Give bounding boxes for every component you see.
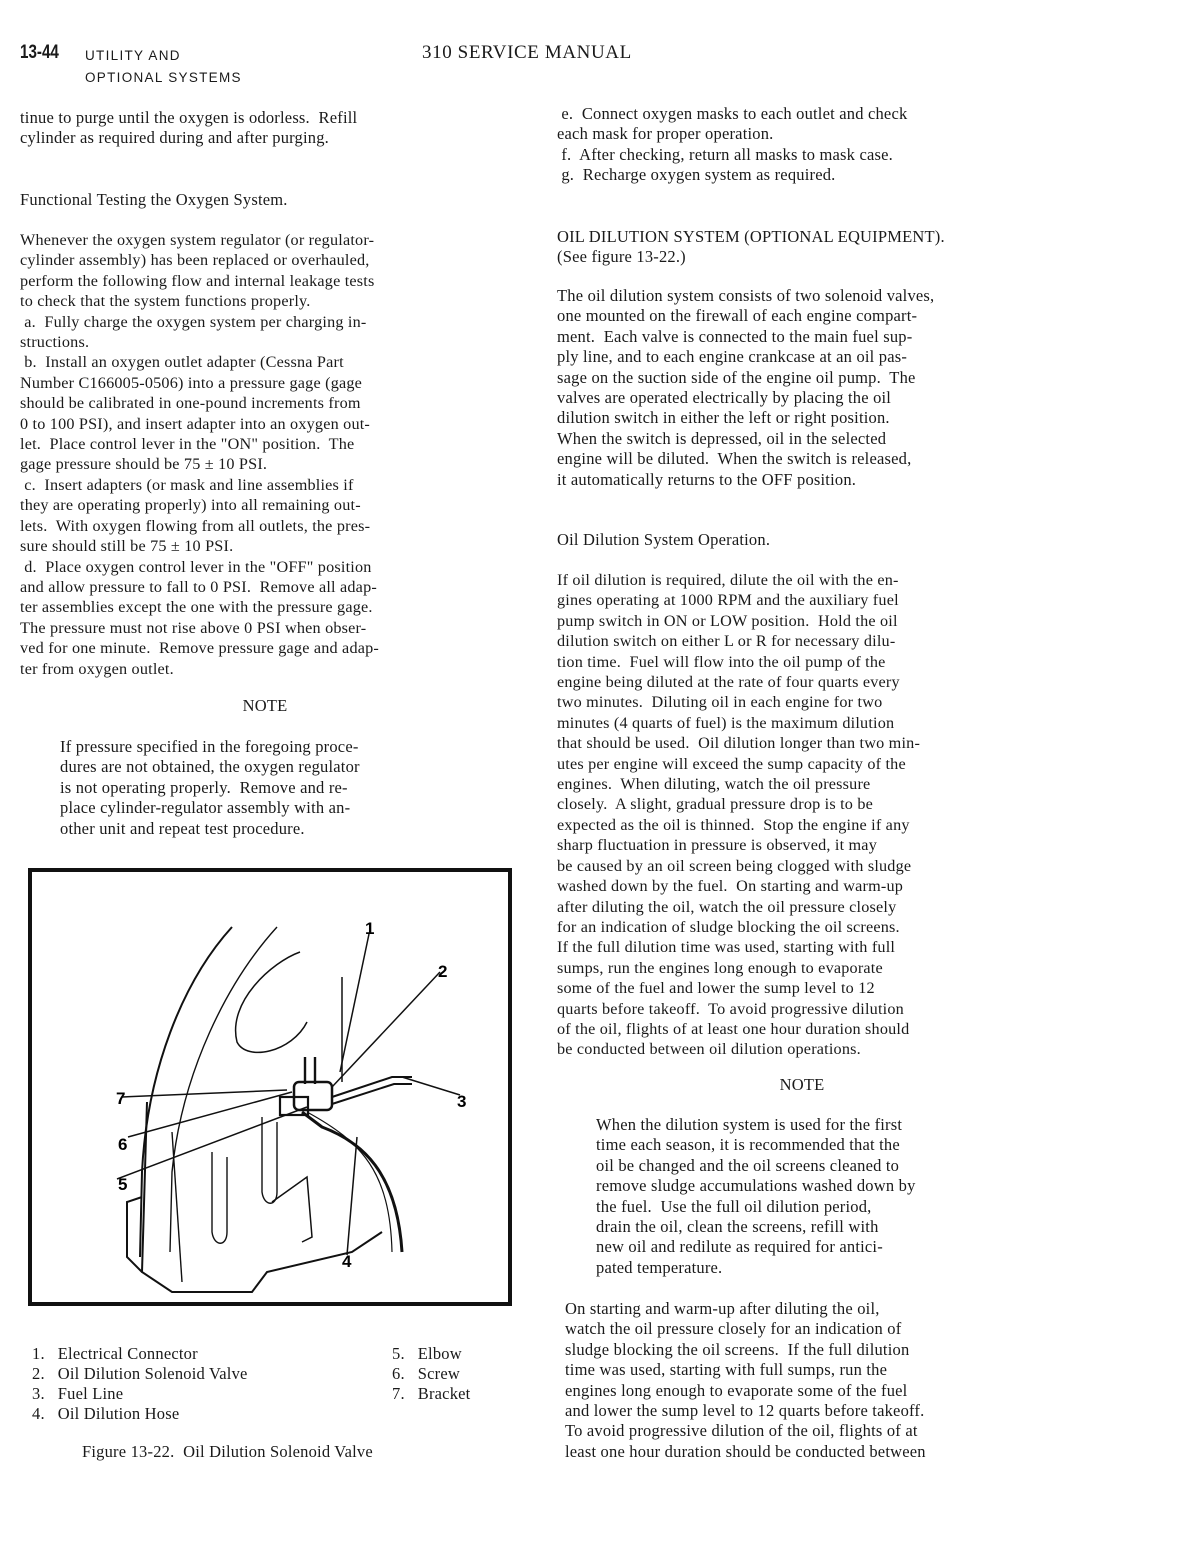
section-title: UTILITY AND OPTIONAL SYSTEMS <box>85 48 242 85</box>
callout-7: 7 <box>116 1089 126 1108</box>
figure-legend-left: 1. Electrical Connector 2. Oil Dilution Solenoid Valve 3. Fuel Line 4. Oil Dilution Hose <box>32 1344 248 1423</box>
heading-oil-dilution-operation: Oil Dilution System Operation. <box>557 530 771 549</box>
paragraph-testing-steps: Whenever the oxygen system regulator (or regulator- cylinder assembly) has been replaced or overhauled, perform the following flow and internal leakage tests to check that the system functions properly. a. Fully charge the oxygen system per charging in- structions. b. Install an oxygen outlet adapter (Cessna Part Number C166005-0506) into a pressure gage (gage should be calibrated in one-pound increments from 0 to 100 PSI), and insert adapter into an oxygen out- let. Place control lever in the "ON" position. The gage pressure should be 75 ± 10 PSI. c. Insert adapters (or mask and line assemblies if they are operating properly) into all remaining out- lets. With oxygen flowing from all outlets, the pres- sure should still be 75 ± 10 PSI. d. Place oxygen control lever in the "OFF" position and allow pressure to fall to 0 PSI. Remove all adap- ter assemblies except the one with the pressure gage. The pressure must not rise above 0 PSI when obser- ved for one minute. Remove pressure gage and adap- ter from oxygen outlet. <box>20 231 380 678</box>
paragraph-oil-dilution-description: The oil dilution system consists of two solenoid valves, one mounted on the firewall of each engine compart- ment. Each valve is connected to the main fuel sup- ply line, and to each engine crankcase at an oil pas- sage on the suction side of the engine oil pump. The valves are operated electrically by placing the oil dilution switch in either the left or right position. When the switch is depressed, oil in the selected engine will be diluted. When the switch is released, it automatically returns to the OFF position. <box>557 286 935 489</box>
paragraph-purge: tinue to purge until the oxygen is odorless. Refill cylinder as required during and after purging. <box>20 108 358 148</box>
page-number: 13-44 <box>20 42 59 63</box>
paragraph-warm-up: On starting and warm-up after diluting the oil, watch the oil pressure closely for an indication of sludge blocking the oil screens. If the full dilution time was used, starting with full sumps, run the engines long enough to evaporate some of the fuel and lower the sump level to 12 quarts before takeoff. To avoid progressive dilution of the oil, flights of at least one hour duration should be conducted between <box>565 1299 926 1461</box>
note-label-right: NOTE <box>779 1075 825 1094</box>
figure-legend-right: 5. Elbow 6. Screw 7. Bracket <box>392 1344 471 1403</box>
heading-functional-testing: Functional Testing the Oxygen System. <box>20 190 288 209</box>
callout-6: 6 <box>118 1135 128 1154</box>
heading-oil-dilution-system: OIL DILUTION SYSTEM (OPTIONAL EQUIPMENT). (See figure 13-22.) <box>557 227 945 267</box>
paragraph-mask-steps: e. Connect oxygen masks to each outlet and check each mask for proper operation. f. After checking, return all masks to mask case. g. Recharge oxygen system as required. <box>557 104 908 185</box>
valve-illustration <box>32 872 508 1302</box>
note-label: NOTE <box>242 696 288 715</box>
callout-1: 1 <box>365 919 375 938</box>
callout-2: 2 <box>438 962 448 981</box>
figure-oil-dilution-valve <box>28 868 512 1306</box>
callout-4: 4 <box>342 1252 352 1271</box>
callout-3: 3 <box>457 1092 467 1111</box>
callout-5: 5 <box>118 1175 128 1194</box>
firewall-flange-outer <box>140 927 232 1257</box>
paragraph-oil-dilution-operation: If oil dilution is required, dilute the oil with the en- gines operating at 1000 RPM and the auxiliary fuel pump switch in ON or LOW position. Hold the oil dilution switch on either L or R for necessary dilu- tion time. Fuel will flow into the oil pump of the engine being diluted at the rate of four quarts every two minutes. Diluting oil in each engine for two minutes (4 quarts of fuel) is the maximum dilution that should be used. Oil dilution longer than two min- utes per engine will exceed the sump capacity of the engines. When diluting, watch the oil pressure closely. A slight, gradual pressure drop is to be expected as the oil is thinned. Stop the engine if any sharp fluctuation in pressure is observed, it may be caused by an oil screen being clogged with sludge washed down by the fuel. On starting and warm-up after diluting the oil, watch the oil pressure closely for an indication of sludge blocking the oil screens. If the full dilution time was used, starting with full sumps, run the engines long enough to evaporate some of the fuel and lower the sump level to 12 quarts before takeoff. To avoid progressive dilution of the oil, flights of at least one hour duration should be conducted between oil dilution operations. <box>557 571 921 1059</box>
note-text: If pressure specified in the foregoing proce- dures are not obtained, the oxygen regulator is not operating properly. Remove and re- place cylinder-regulator assembly with an- other unit and repeat test procedure. <box>60 737 360 838</box>
note-text-right: When the dilution system is used for the first time each season, it is recommended that the oil be changed and the oil screens cleaned to remove sludge accumulations washed down by the fuel. Use the full oil dilution period, drain the oil, clean the screens, refill with new oil and redilute as required for antici- pated temperature. <box>596 1115 916 1277</box>
figure-caption: Figure 13-22. Oil Dilution Solenoid Valve <box>82 1442 373 1461</box>
manual-title: 310 SERVICE MANUAL <box>422 42 632 63</box>
